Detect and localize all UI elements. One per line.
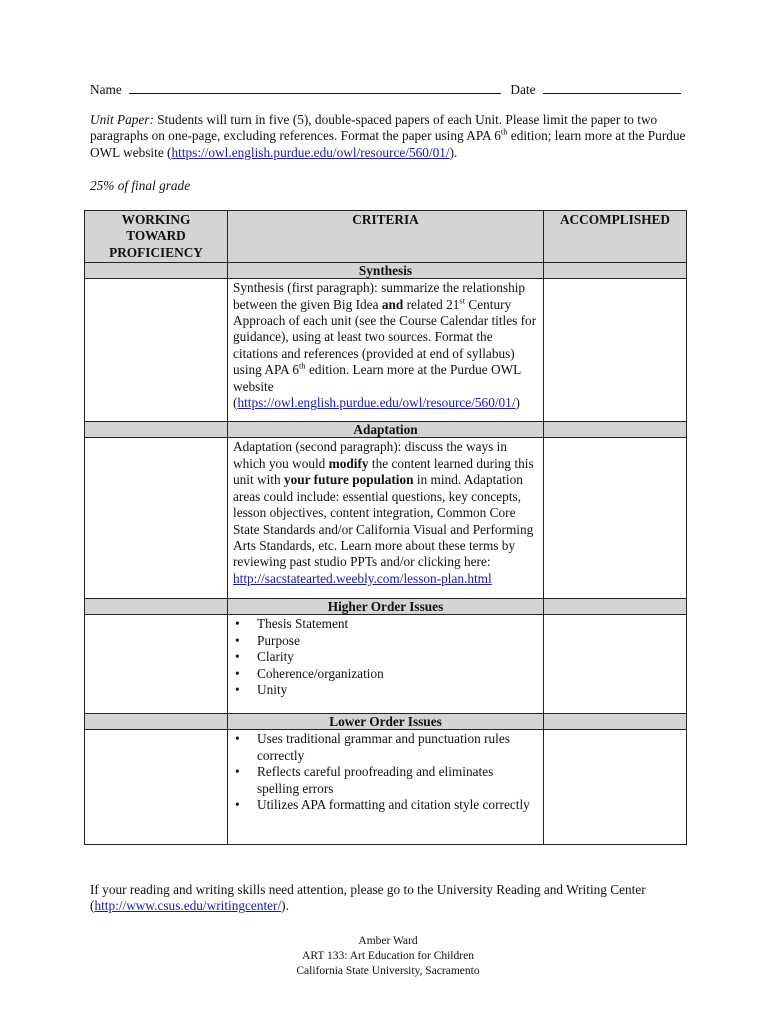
- list-item: • Unity: [257, 682, 538, 698]
- writing-center-note: [90, 882, 686, 915]
- synthesis-sup-th: th: [299, 360, 306, 371]
- section-title-lower: Lower Order Issues: [228, 714, 544, 730]
- higher-order-list: [233, 616, 538, 698]
- grade-weight: 25% of final grade: [90, 178, 191, 193]
- synthesis-text-2: related 21: [403, 296, 460, 312]
- working-cell: [85, 279, 228, 422]
- purdue-owl-link[interactable]: https://owl.english.purdue.edu/owl/resource/560/01/: [171, 144, 450, 160]
- adaptation-text-2: the content learned during this unit with: [233, 455, 534, 488]
- section-cell-blank: [85, 422, 228, 438]
- list-item: • Thesis Statement: [257, 616, 538, 632]
- intro-text-3: ).: [449, 144, 458, 160]
- criteria-row-synthesis: [85, 279, 687, 422]
- synthesis-text-4: edition. Learn more at the Purdue OWL website (: [233, 362, 521, 411]
- writing-center-link[interactable]: http://www.csus.edu/writingcenter/: [94, 898, 282, 914]
- list-item: • Clarity: [257, 649, 538, 665]
- footer-text-1: If your reading and writing skills need attention, please go to the University Reading and Writing Center (: [90, 882, 646, 914]
- section-cell-blank: [544, 263, 687, 279]
- adaptation-bold-modify: modify: [328, 455, 369, 471]
- section-cell-blank: [85, 263, 228, 279]
- header-working: WORKING TOWARD PROFICIENCY: [85, 211, 228, 263]
- accomplished-cell: [544, 730, 687, 845]
- synthesis-purdue-link[interactable]: https://owl.english.purdue.edu/owl/resource/560/01/: [237, 395, 516, 411]
- rubric-table: [84, 210, 687, 845]
- lesson-plan-link[interactable]: http://sacstatearted.weebly.com/lesson-plan.html: [233, 570, 492, 586]
- section-cell-blank: [85, 599, 228, 615]
- section-cell-blank: [544, 714, 687, 730]
- accomplished-cell: [544, 438, 687, 599]
- accomplished-cell: [544, 279, 687, 422]
- section-cell-blank: [544, 599, 687, 615]
- intro-text-1: Students will turn in five (5), double-spaced papers of each Unit. Please limit the paper to two paragraphs on one-page, excluding references. Format the paper using APA 6: [90, 112, 658, 144]
- criteria-cell-lower: [228, 730, 544, 845]
- working-cell: [85, 438, 228, 599]
- list-item: • Coherence/organization: [257, 666, 538, 682]
- intro-label: Unit Paper:: [90, 112, 154, 127]
- list-item: • Utilizes APA formatting and citation style correctly: [257, 797, 538, 813]
- section-row-adaptation: [85, 422, 687, 438]
- synthesis-text-1: Synthesis (first paragraph): summarize the relationship between the given Big Idea: [233, 280, 526, 312]
- header-criteria: CRITERIA: [228, 211, 544, 263]
- intro-sup: th: [500, 126, 508, 137]
- adaptation-text-1: Adaptation (second paragraph): discuss the ways in which you would: [233, 439, 507, 471]
- criteria-cell-adaptation: [228, 438, 544, 599]
- section-row-lower: [85, 714, 687, 730]
- section-row-synthesis: [85, 263, 687, 279]
- intro-paragraph: [90, 112, 686, 161]
- date-label: Date: [510, 82, 536, 97]
- criteria-cell-higher: [228, 615, 544, 714]
- author-name: Amber Ward: [358, 935, 418, 947]
- working-cell: [85, 730, 228, 845]
- synthesis-sup-st: st: [459, 295, 466, 306]
- section-title-higher: Higher Order Issues: [228, 599, 544, 615]
- working-cell: [85, 615, 228, 714]
- header-accomplished: ACCOMPLISHED: [544, 211, 687, 263]
- section-title-adaptation: Adaptation: [228, 422, 544, 438]
- list-item: • Purpose: [257, 633, 538, 649]
- criteria-row-adaptation: [85, 438, 687, 599]
- date-blank: [543, 80, 681, 94]
- section-row-higher: [85, 599, 687, 615]
- header-row: [85, 211, 687, 263]
- name-label: Name: [90, 82, 122, 97]
- criteria-cell-synthesis: [228, 279, 544, 422]
- synthesis-text-3: Century Approach of each unit (see the Course Calendar titles for guidance), using at least two sources. Format the citations and references (provided at end of syllabus) using APA 6: [233, 296, 537, 378]
- section-cell-blank: [544, 422, 687, 438]
- credits-block: [90, 934, 686, 978]
- adaptation-text-3: in mind. Adaptation areas could include: essential questions, key concepts, lesson objectives, content integration, Common Core State Standards and/or California Visual and Performing Arts Standards, etc. Learn more about these terms by reviewing past studio PPTs and/or clicking here:: [233, 472, 534, 570]
- synthesis-bold-and: and: [381, 296, 404, 312]
- lower-order-list: [233, 731, 538, 813]
- name-blank: [129, 80, 501, 94]
- intro-text-2: edition; learn more at the Purdue OWL website (: [90, 128, 686, 160]
- criteria-row-higher: [85, 615, 687, 714]
- adaptation-bold-population: your future population: [283, 472, 414, 488]
- course-title: ART 133: Art Education for Children: [302, 949, 474, 962]
- name-date-line: [90, 80, 686, 98]
- section-cell-blank: [85, 714, 228, 730]
- criteria-row-lower: [85, 730, 687, 845]
- section-title-synthesis: Synthesis: [228, 263, 544, 279]
- university-name: California State University, Sacramento: [296, 964, 480, 977]
- accomplished-cell: [544, 615, 687, 714]
- footer-text-2: ).: [281, 898, 289, 914]
- list-item: • Reflects careful proofreading and eliminates spelling errors: [257, 764, 538, 797]
- list-item: • Uses traditional grammar and punctuation rules correctly: [257, 731, 538, 764]
- synthesis-text-5: ): [515, 395, 520, 411]
